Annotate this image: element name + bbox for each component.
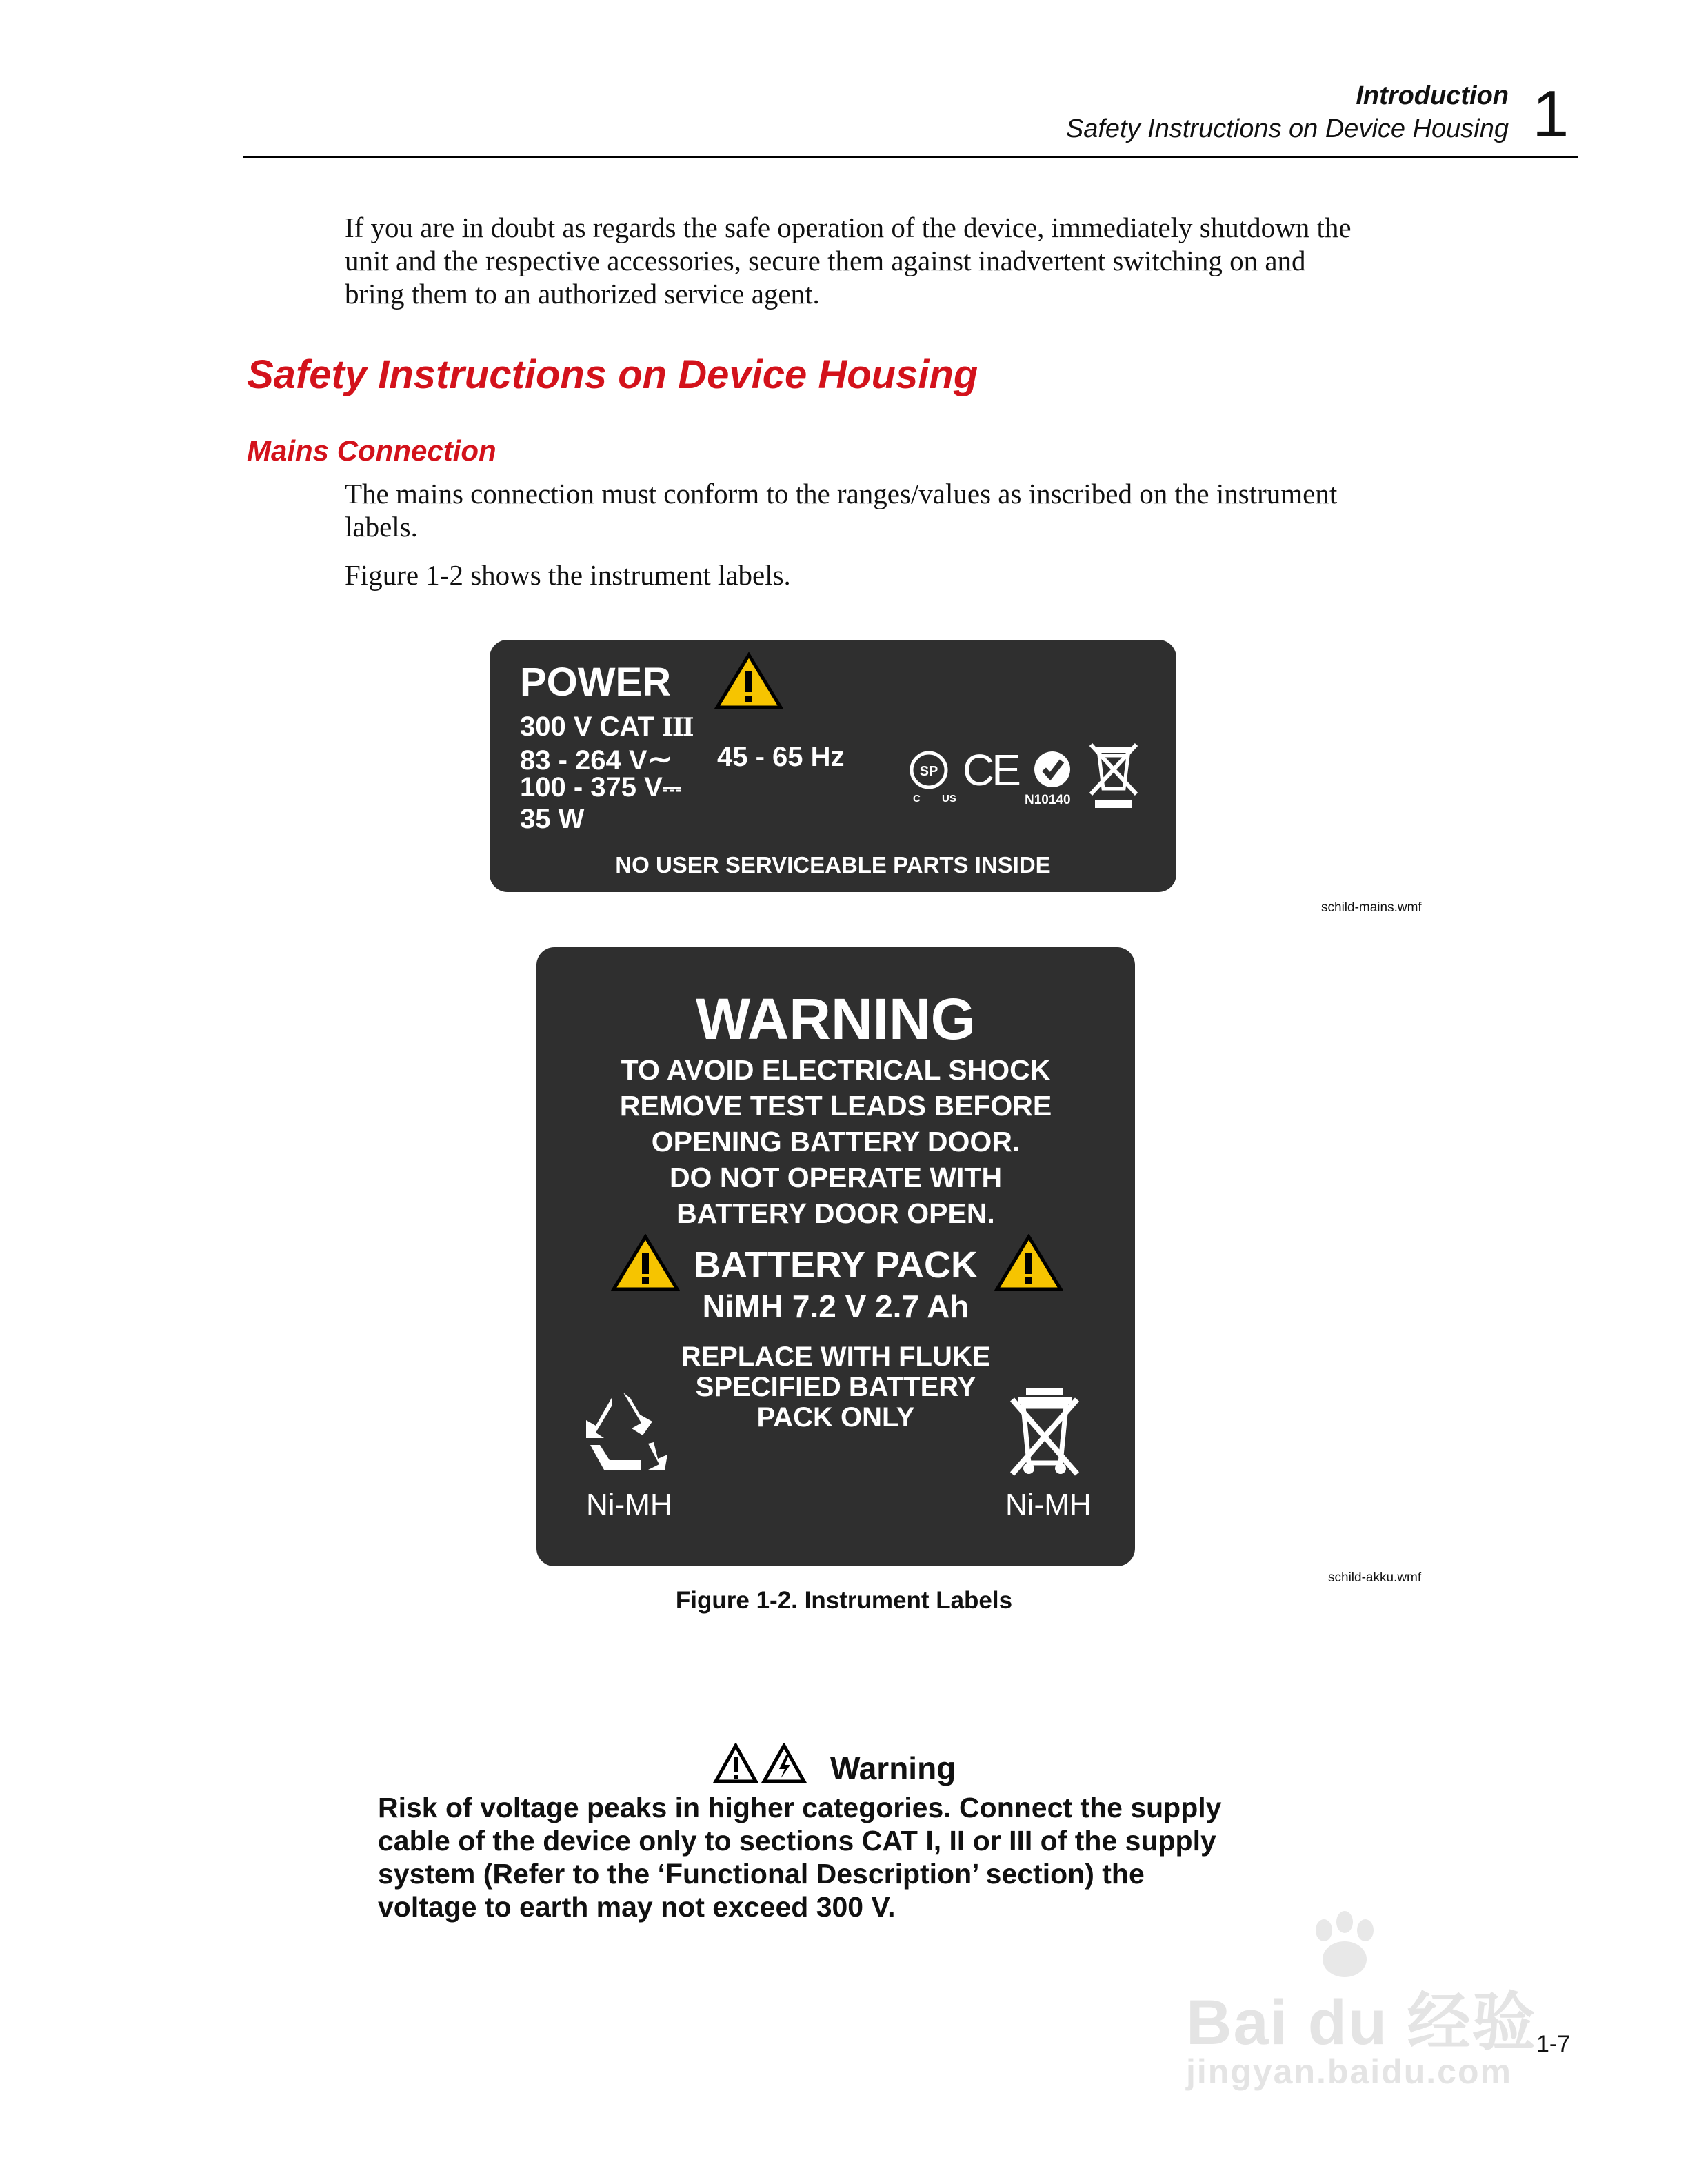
baidu-watermark bbox=[1186, 1930, 1572, 2110]
replace-line: PACK ONLY bbox=[756, 1402, 915, 1433]
weee-bin-icon bbox=[1008, 1386, 1081, 1479]
mains-paragraph bbox=[345, 477, 1434, 543]
figure-reference: Figure 1-2 shows the instrument labels. bbox=[345, 559, 791, 591]
power-consumption: 35 W bbox=[520, 804, 585, 834]
caution-triangle-icon bbox=[713, 1743, 758, 1784]
caution-triangle-icon bbox=[714, 652, 783, 710]
warning-text-line: cable of the device only to sections CAT I, II or III of the supply bbox=[378, 1825, 1216, 1857]
cert-number: N10140 bbox=[1025, 793, 1071, 807]
section-heading: Safety Instructions on Device Housing bbox=[247, 352, 978, 397]
battery-label bbox=[536, 947, 1135, 1566]
watermark-brand: Bai du 经验 bbox=[1186, 1988, 1537, 2058]
dc-symbol-icon: ⎓ bbox=[662, 776, 681, 802]
weee-bin-icon bbox=[1088, 740, 1139, 809]
nimh-recycle-label: Ni-MH bbox=[586, 1488, 672, 1521]
cat-numeral: III bbox=[662, 713, 693, 742]
running-header-section: Safety Instructions on Device Housing bbox=[1065, 114, 1509, 143]
battery-warning-text bbox=[536, 1052, 1135, 1231]
ac-symbol-icon: ∼ bbox=[647, 742, 673, 776]
warning-line: TO AVOID ELECTRICAL SHOCK bbox=[621, 1054, 1051, 1086]
csa-us-label: US bbox=[942, 793, 956, 805]
power-title: POWER bbox=[520, 660, 672, 705]
ac-range-text: 83 - 264 V bbox=[520, 745, 647, 776]
rating-text: 300 V CAT bbox=[520, 711, 654, 742]
battery-warning-title: WARNING bbox=[696, 987, 976, 1051]
power-rating bbox=[520, 711, 693, 742]
power-label-filename: schild-mains.wmf bbox=[1321, 900, 1422, 915]
intro-paragraph bbox=[345, 211, 1434, 310]
electric-shock-icon bbox=[761, 1743, 807, 1784]
csa-mark-icon bbox=[909, 750, 949, 790]
recycle-icon bbox=[576, 1388, 670, 1478]
svg-text:SP: SP bbox=[919, 764, 938, 779]
warning-text-line: system (Refer to the ‘Functional Description’ section) the bbox=[378, 1858, 1145, 1890]
warning-line: DO NOT OPERATE WITH bbox=[669, 1162, 1003, 1193]
warning-line: OPENING BATTERY DOOR. bbox=[651, 1126, 1021, 1157]
frequency-range: 45 - 65 Hz bbox=[717, 742, 845, 772]
warning-text bbox=[378, 1791, 1329, 1923]
replace-line: SPECIFIED BATTERY bbox=[695, 1372, 976, 1402]
dc-range-text: 100 - 375 V bbox=[520, 772, 663, 802]
warning-text-line: voltage to earth may not exceed 300 V. bbox=[378, 1891, 896, 1923]
battery-label-filename: schild-akku.wmf bbox=[1328, 1570, 1422, 1585]
battery-pack-title: BATTERY PACK bbox=[693, 1244, 978, 1286]
warning-text-line: Risk of voltage peaks in higher categories. Connect the supply bbox=[378, 1792, 1222, 1823]
mains-line: labels. bbox=[345, 511, 418, 543]
header-rule bbox=[243, 156, 1578, 158]
ce-mark: CE bbox=[963, 745, 1018, 795]
intro-line: If you are in doubt as regards the safe operation of the device, immediately shutdown the bbox=[345, 212, 1352, 243]
power-footer: NO USER SERVICEABLE PARTS INSIDE bbox=[615, 852, 1051, 878]
subsection-heading: Mains Connection bbox=[247, 434, 496, 467]
warning-heading: Warning bbox=[830, 1750, 956, 1786]
mains-line: The mains connection must conform to the ranges/values as inscribed on the instrument bbox=[345, 478, 1338, 509]
intro-line: unit and the respective accessories, secure them against inadvertent switching on and bbox=[345, 245, 1306, 276]
dc-voltage-range bbox=[520, 772, 681, 803]
replace-line: REPLACE WITH FLUKE bbox=[681, 1342, 991, 1372]
power-label bbox=[490, 640, 1176, 892]
watermark-url: jingyan.baidu.com bbox=[1186, 2052, 1512, 2091]
figure-caption: Figure 1-2. Instrument Labels bbox=[675, 1587, 1013, 1614]
page-number: 1-7 bbox=[1536, 2031, 1571, 2057]
intro-line: bring them to an authorized service agent. bbox=[345, 278, 820, 310]
nimh-disposal-label: Ni-MH bbox=[1005, 1488, 1092, 1521]
csa-c-label: C bbox=[913, 793, 921, 805]
chapter-number: 1 bbox=[1532, 77, 1569, 151]
battery-pack-spec: NiMH 7.2 V 2.7 Ah bbox=[702, 1288, 969, 1324]
running-header-chapter: Introduction bbox=[1356, 81, 1509, 110]
warning-line: REMOVE TEST LEADS BEFORE bbox=[619, 1090, 1052, 1122]
c-tick-mark-icon bbox=[1033, 750, 1072, 789]
warning-line: BATTERY DOOR OPEN. bbox=[676, 1197, 995, 1229]
